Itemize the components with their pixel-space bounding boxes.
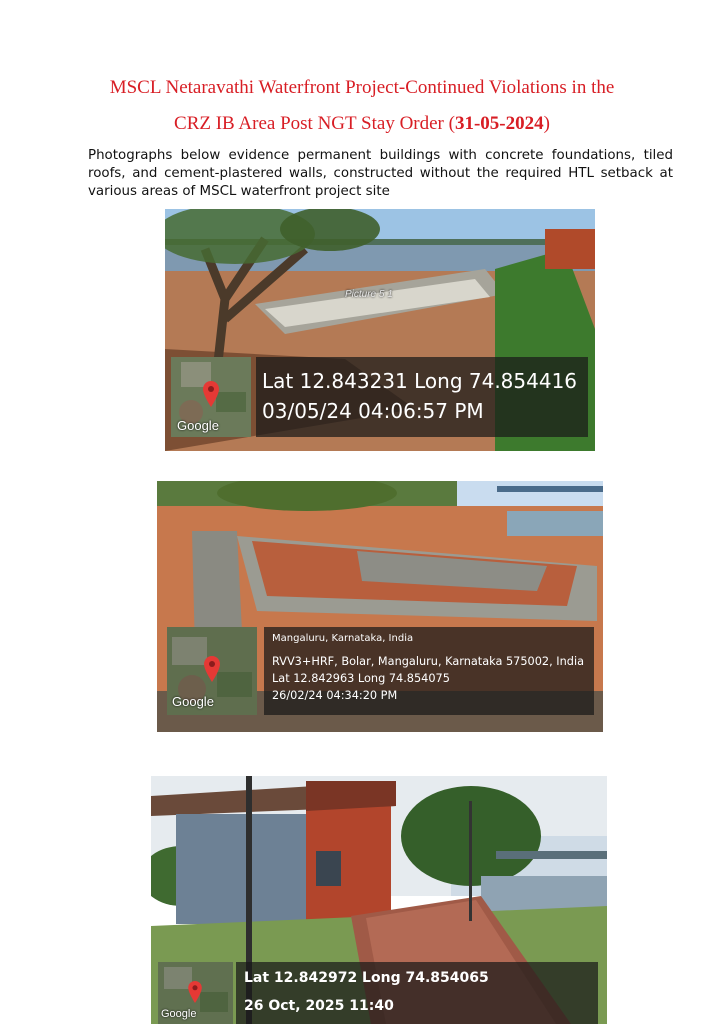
title-date: 31-05-2024	[454, 113, 544, 134]
photo-1-coordinates: Lat 12.843231 Long 74.854416	[262, 369, 578, 393]
photo-2-geotag-panel	[264, 627, 594, 715]
title-suffix: )	[543, 113, 550, 134]
intro-paragraph: Photographs below evidence permanent buildings with concrete foundations, tiled roofs, and cement-plastered walls, constructed without the required HTL setback at various areas of MSCL waterfront project site	[88, 148, 673, 199]
photo-1-datetime: 03/05/24 04:06:57 PM	[262, 399, 484, 423]
map-pin-icon	[203, 381, 219, 407]
map-pin-icon	[188, 981, 202, 1003]
photo-2-google-label: Google	[172, 694, 214, 709]
title-prefix: CRZ IB Area Post NGT Stay Order (	[174, 113, 455, 134]
photo-2-address: RVV3+HRF, Bolar, Mangaluru, Karnataka 575002, India	[272, 655, 585, 668]
photo-3-datetime: 26 Oct, 2025 11:40	[244, 998, 394, 1014]
site-photo-1	[165, 209, 595, 451]
photo-3-geotag-panel	[236, 962, 598, 1024]
photo-3-google-label: Google	[161, 1008, 197, 1020]
site-photo-3	[151, 776, 607, 1024]
photo-2-coordinates: Lat 12.842963 Long 74.854075	[272, 672, 450, 685]
photo-3-coordinates: Lat 12.842972 Long 74.854065	[244, 970, 489, 986]
report-title-line1: MSCL Netaravathi Waterfront Project-Continued Violations in the	[109, 77, 615, 98]
photo-1-google-label: Google	[177, 418, 219, 433]
photo-1-caption: Picture 5 1	[345, 289, 393, 300]
report-title-line2	[0, 113, 724, 135]
photo-2-place: Mangaluru, Karnataka, India	[272, 633, 414, 644]
site-photo-2	[157, 481, 603, 732]
photo-1-geotag-panel	[256, 357, 588, 437]
map-pin-icon	[204, 656, 220, 682]
photo-2-datetime: 26/02/24 04:34:20 PM	[272, 689, 398, 702]
